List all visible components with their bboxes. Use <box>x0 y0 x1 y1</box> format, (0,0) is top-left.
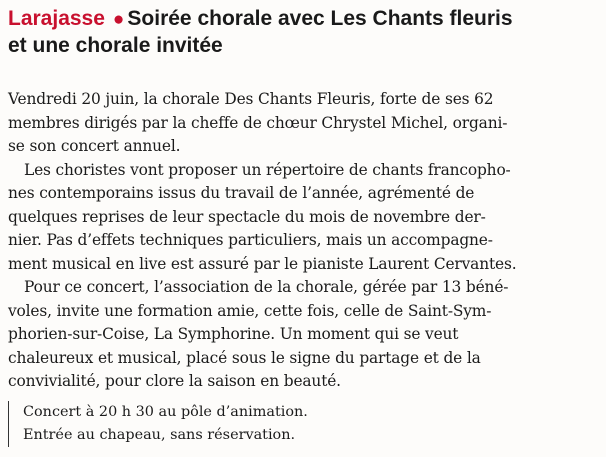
practical-info <box>8 401 606 447</box>
body-line: voles, invite une formation amie, cette fois, celle de Saint-Sym- <box>8 301 492 320</box>
title-line-1: Soirée chorale avec Les Chants fleuris <box>127 7 513 30</box>
body-line: se son concert annuel. <box>8 137 181 155</box>
info-line-time: Concert à 20 h 30 au pôle d’animation. <box>23 404 308 420</box>
body-line: nes contemporains issus du travail de l’année, agrémenté de <box>8 184 475 202</box>
bullet-icon: ● <box>112 9 125 30</box>
body-line: ment musical en live est assuré par le pianiste Laurent Cervantes. <box>8 254 517 273</box>
location-label: Larajasse <box>8 7 105 30</box>
body-line: chaleureux et musical, placé sous le signe du partage et de la <box>8 348 481 367</box>
body-line: Les choristes vont proposer un répertoire de chants francopho- <box>24 160 511 179</box>
body-line: phorien-sur-Coise, La Symphorine. Un moment qui se veut <box>8 325 459 343</box>
info-line-entry: Entrée au chapeau, sans réservation. <box>23 427 296 443</box>
headline-line-1 <box>8 6 604 33</box>
article-headline <box>8 6 604 59</box>
body-line: quelques reprises de leur spectacle du mois de novembre der- <box>8 207 486 226</box>
body-line: Pour ce concert, l’association de la chorale, gérée par 13 béné- <box>24 278 509 296</box>
body-line: Vendredi 20 juin, la chorale Des Chants Fleuris, forte de ses 62 <box>8 90 494 108</box>
body-line: convivialité, pour clore la saison en beauté. <box>8 372 341 390</box>
title-line-2: et une chorale invitée <box>8 34 223 57</box>
body-line: nier. Pas d’effets techniques particuliers, mais un accompagne- <box>8 231 493 249</box>
body-line: membres dirigés par la cheffe de chœur Chrystel Michel, organi- <box>8 113 508 132</box>
article-body <box>8 88 604 394</box>
